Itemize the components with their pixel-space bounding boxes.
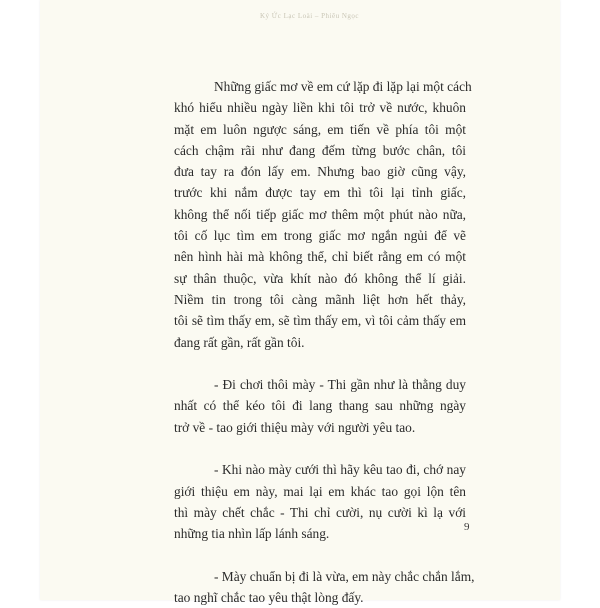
text-line: không thể nối tiếp giấc mơ thêm một phút nào nữa,	[174, 206, 466, 222]
text-line: thì mày chết chắc - Thi chỉ cười, nụ cười kì lạ với	[174, 504, 466, 520]
text-line: mặt em luôn ngược sáng, em tiến về phía tôi một	[174, 121, 466, 137]
text-line: - Mày chuẩn bị đi là vừa, em này chắc chắn lắm,	[214, 568, 475, 584]
text-line: đang rất gần, rất gần tôi.	[174, 334, 305, 350]
paragraph	[174, 374, 466, 438]
text-line: tôi sẽ tìm thấy em, sẽ tìm thấy em, vì tôi cảm thấy em	[174, 313, 466, 329]
text-line: đưa tay ra đón lấy em. Nhưng bao giờ cũng vậy,	[174, 164, 466, 180]
text-line: nên hình hài mà không thể, chỉ biết rằng em có một	[174, 249, 466, 265]
text-line: sự thân thuộc, vừa khít nào đó không thể lí giải.	[174, 270, 466, 286]
text-line: tôi cố lục tìm em trong giấc mơ ngắn ngủi để vẽ	[174, 228, 466, 244]
text-line: - Khi nào mày cưới thì hãy kêu tao đi, chớ nay	[214, 462, 466, 478]
paragraph	[174, 459, 466, 544]
running-head: Ký Ức Lạc Loài – Phiêu Ngọc	[260, 12, 360, 20]
paragraph-spacer	[174, 438, 466, 459]
text-line: tao nghĩ chắc tao yêu thật lòng đấy.	[174, 590, 364, 606]
text-line: nhất có thể kéo tôi đi lang thang sau những ngày	[174, 398, 466, 414]
text-line: khó hiểu nhiều ngày liền khi tôi trở về nước, khuôn	[174, 100, 466, 116]
paragraph	[174, 76, 472, 353]
text-line: giới thiệu em này, mai lại em khác tao gọi lộn tên	[174, 483, 466, 499]
body-text	[174, 76, 475, 608]
text-line: trước khi nắm được tay em thì tôi lại tỉnh giấc,	[174, 185, 466, 201]
text-line: trở về - tao giới thiệu mày với người yêu tao.	[174, 419, 416, 435]
text-line: những tia nhìn lấp lánh sáng.	[174, 526, 330, 542]
page-number: 9	[464, 521, 470, 533]
paragraph	[174, 566, 475, 608]
paragraph-spacer	[174, 353, 466, 374]
text-line: Những giấc mơ về em cứ lặp đi lặp lại một cách	[214, 79, 472, 94]
text-line: Niềm tin trong tôi càng mãnh liệt hơn hết thảy,	[174, 291, 466, 307]
text-line: - Đi chơi thôi mày - Thi gần như là thằng duy	[214, 377, 466, 393]
text-line: cách chậm rãi như đang đếm từng bước chân, tôi	[174, 142, 466, 158]
book-page	[40, 0, 560, 606]
paragraph-spacer	[174, 545, 466, 566]
